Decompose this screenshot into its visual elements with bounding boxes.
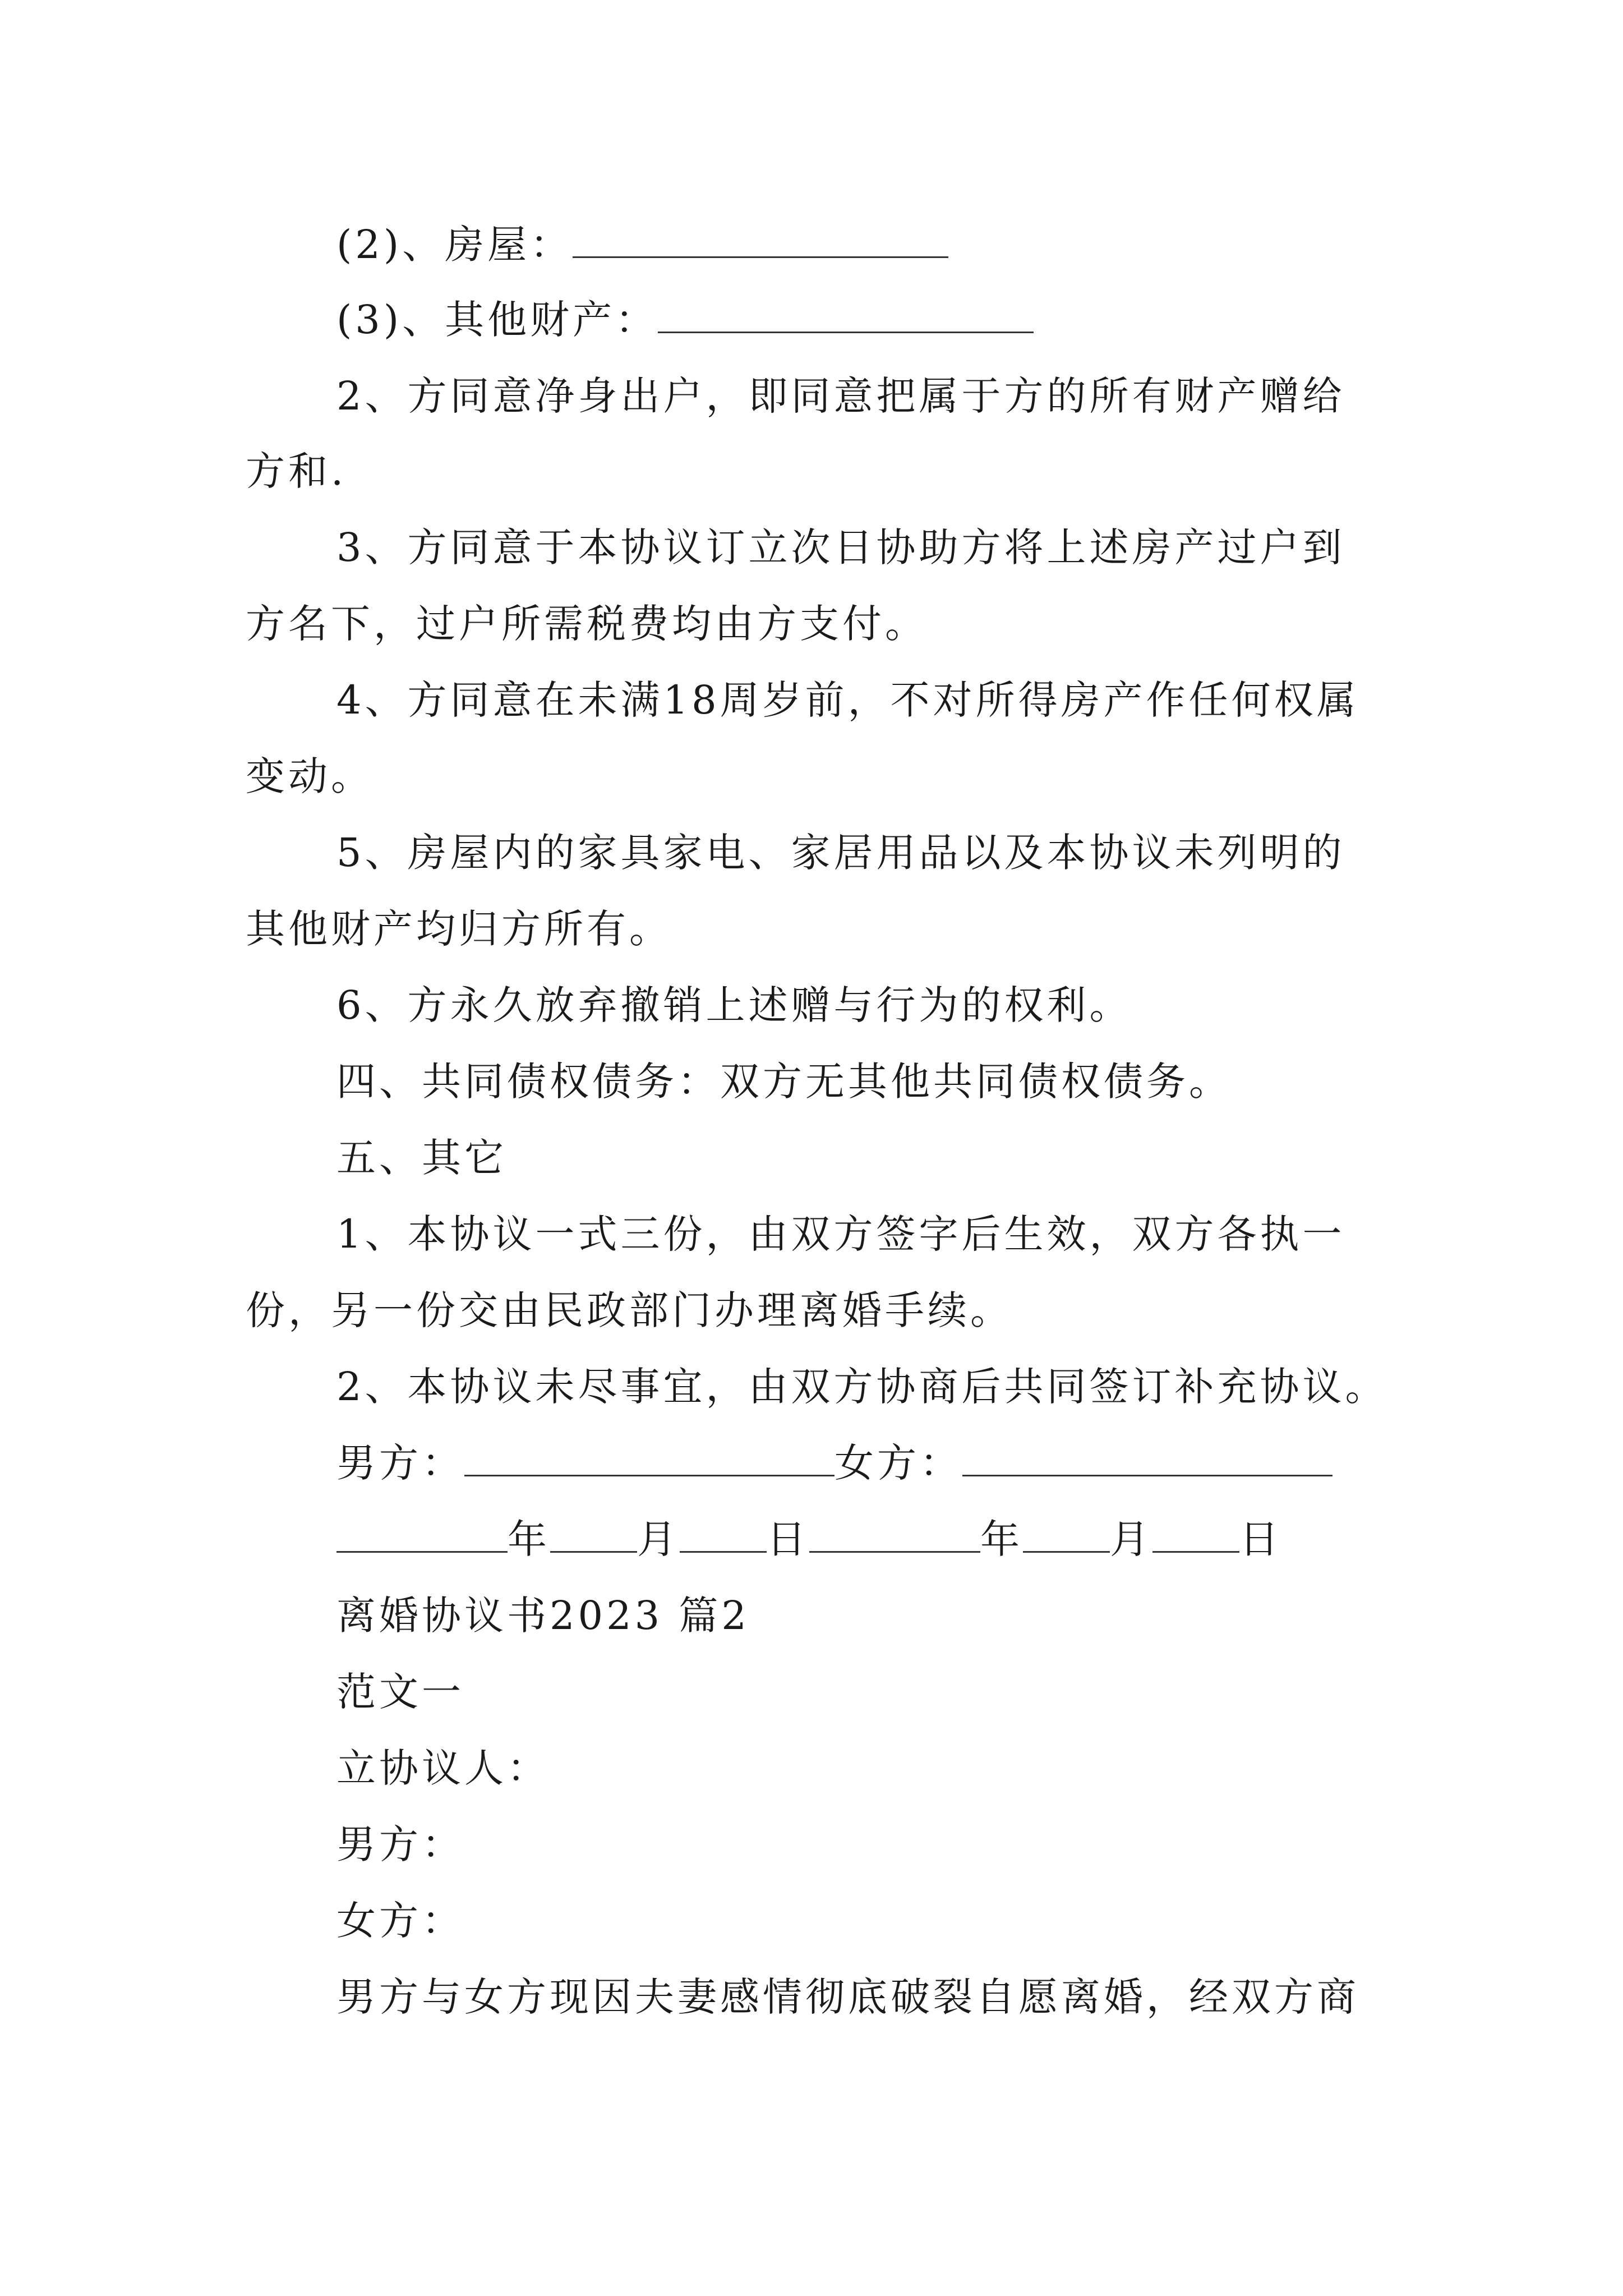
month-blank-2 [1023,1516,1110,1553]
clause3-line1: 3、方同意于本协议订立次日协助方将上述房产过户到 [336,524,1345,570]
section5-heading: 五、其它 [336,1135,507,1181]
clause3-line2: 方名下，过户所需税费均由方支付。 [246,601,928,647]
female-sign-label: 女方： [834,1440,962,1486]
male-party-label: 男方： [336,1821,464,1867]
year-label-2: 年 [980,1516,1023,1562]
female-sign-blank [962,1440,1332,1476]
year-blank-2 [809,1516,980,1553]
year-label-1: 年 [508,1516,550,1562]
other-property-blank [658,297,1034,333]
day-label-2: 日 [1239,1516,1282,1562]
signature-line [246,1436,1390,1490]
house-label: (2)、房屋： [336,222,573,268]
other-property-label: (3)、其他财产： [336,297,658,343]
clause6-line: 6、方永久放弃撤销上述赠与行为的权利。 [336,982,1132,1028]
clause2-line1: 2、方同意净身出户，即同意把属于方的所有财产赠给 [336,373,1345,419]
other-property-line [246,293,1390,347]
clause4-line2: 变动。 [246,753,374,799]
other1-line2: 份，另一份交由民政部门办理离婚手续。 [246,1287,1013,1333]
sample-title: 范文一 [336,1669,464,1715]
date-line [246,1512,1390,1566]
day-blank-2 [1152,1516,1239,1553]
male-sign-label: 男方： [336,1440,464,1486]
clause2-line2: 方和. [246,448,347,494]
day-blank-1 [680,1516,767,1553]
section4-line: 四、共同债权债务：双方无其他共同债权债务。 [336,1059,1232,1105]
clause5-line2: 其他财产均归方所有。 [246,906,672,952]
female-party-label: 女方： [336,1898,464,1944]
clause5-line1: 5、房屋内的家具家电、家居用品以及本协议未列明的 [336,830,1345,876]
section-title: 离婚协议书2023 篇2 [336,1593,750,1639]
house-line [246,218,1390,272]
party-label: 立协议人： [336,1745,550,1791]
month-blank-1 [550,1516,637,1553]
month-label-1: 月 [637,1516,680,1562]
year-blank-1 [336,1516,508,1553]
month-label-2: 月 [1110,1516,1152,1562]
male-sign-blank [464,1440,834,1476]
agreement-intro-line: 男方与女方现因夫妻感情彻底破裂自愿离婚，经双方商 [336,1974,1359,2020]
clause4-line1: 4、方同意在未满18周岁前，不对所得房产作任何权属 [336,677,1359,723]
other1-line1: 1、本协议一式三份，由双方签字后生效，双方各执一 [336,1211,1345,1257]
house-blank [573,222,948,258]
other2-line: 2、本协议未尽事宜，由双方协商后共同签订补充协议。 [336,1364,1388,1410]
day-label-1: 日 [767,1516,809,1562]
